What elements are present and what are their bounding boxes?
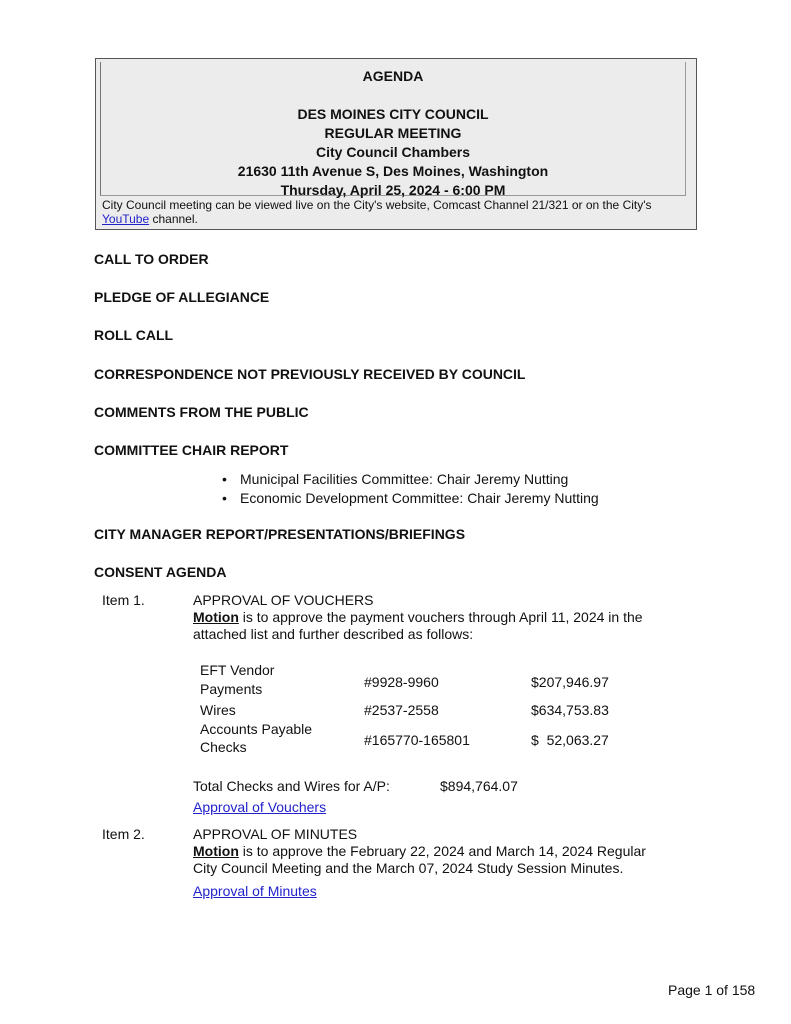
voucher-amount: $ 52,063.27 [531,732,609,748]
item-vouchers [193,592,673,643]
viewing-note-text: City Council meeting can be viewed live on the City's website, Comcast Channel 21/321 or on the City's [102,198,652,212]
motion-label: Motion [193,843,239,859]
section-pledge: PLEDGE OF ALLEGIANCE [94,289,270,305]
motion-text: is to approve the February 22, 2024 and March 14, 2024 Regular City Council Meeting and the March 07, 2024 Study Session Minutes. [193,843,646,876]
total-amount: $894,764.07 [440,778,518,794]
viewing-note [102,198,692,226]
youtube-link[interactable]: YouTube [102,212,150,226]
voucher-type-cont: Payments [200,681,263,697]
voucher-amount: $207,946.97 [531,674,609,690]
item-link-row [193,883,673,900]
section-consent-agenda: CONSENT AGENDA [94,564,227,580]
meeting-location: City Council Chambers [315,144,471,160]
section-call-to-order: CALL TO ORDER [94,251,209,267]
motion-label: Motion [193,609,239,625]
section-correspondence: CORRESPONDENCE NOT PREVIOUSLY RECEIVED BY COUNCIL [94,366,526,382]
council-name: DES MOINES CITY COUNCIL [297,106,489,122]
section-committee-report: COMMITTEE CHAIR REPORT [94,442,289,458]
item-minutes [193,826,673,900]
voucher-type: EFT Vendor [200,662,275,678]
total-label: Total Checks and Wires for A/P: [193,778,390,794]
section-public-comments: COMMENTS FROM THE PUBLIC [94,404,309,420]
page-number: Page 1 of 158 [668,982,756,998]
agenda-title: AGENDA [362,68,424,84]
section-roll-call: ROLL CALL [94,327,174,343]
voucher-type: Accounts Payable [200,721,313,737]
voucher-amount: $634,753.83 [531,702,609,718]
voucher-type-cont: Checks [200,739,247,755]
motion-text: is to approve the payment vouchers through April 11, 2024 in the attached list and further described as follows: [193,609,643,642]
item-title: APPROVAL OF VOUCHERS [193,592,374,608]
approval-of-minutes-link[interactable]: Approval of Minutes [193,883,317,899]
voucher-range: #165770-165801 [364,732,470,748]
list-item: • Economic Development Committee: Chair Jeremy Nutting [222,489,599,508]
voucher-type: Wires [200,702,236,718]
voucher-range: #9928-9960 [364,674,439,690]
item-motion [193,609,673,643]
item-number: Item 2. [102,826,145,842]
voucher-range: #2537-2558 [364,702,439,718]
header-title-block [100,62,686,196]
committee-report-list [222,470,599,508]
item-motion [193,843,673,877]
list-item: • Municipal Facilities Committee: Chair Jeremy Nutting [222,470,599,489]
meeting-datetime: Thursday, April 25, 2024 - 6:00 PM [280,182,506,198]
section-city-manager: CITY MANAGER REPORT/PRESENTATIONS/BRIEFINGS [94,526,466,542]
voucher-total [193,778,518,794]
approval-of-vouchers-link[interactable]: Approval of Vouchers [193,799,327,815]
agenda-header [95,58,697,230]
item-title: APPROVAL OF MINUTES [193,826,358,842]
viewing-note-suffix: channel. [149,212,198,226]
item-number: Item 1. [102,592,145,608]
meeting-type: REGULAR MEETING [324,125,462,141]
item-link-row [193,799,673,816]
meeting-address: 21630 11th Avenue S, Des Moines, Washington [237,163,549,179]
